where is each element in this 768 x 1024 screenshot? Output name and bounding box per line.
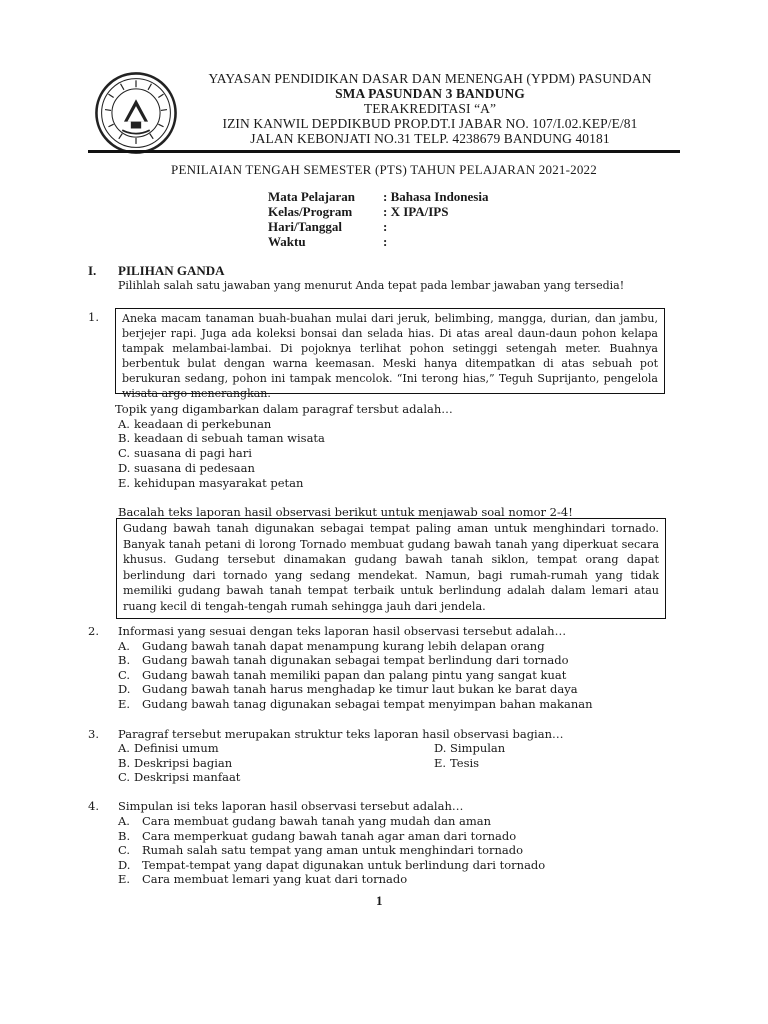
meta-time: Waktu : [268, 234, 388, 249]
passage-box [115, 308, 665, 400]
accreditation: TERAKREDITASI “A” [363, 101, 497, 116]
option: A. Definisi umum [118, 741, 219, 755]
option: B. Deskripsi bagian [118, 756, 233, 770]
permit-number: IZIN KANWIL DEPDIKBUD PROP.DT.I JABAR NO. 107/I.02.KEP/E/81 [222, 116, 638, 131]
school-seal-icon [93, 70, 179, 156]
option: E. Gudang bawah tanag digunakan sebagai tempat menyimpan bahan makanan [118, 697, 593, 711]
passage-text: Gudang bawah tanah digunakan sebagai tempat paling aman untuk menghindari tornado. Banyak tanah petani di lorong Tornado membuat gudang bawah tanah yang diperkuat secara khusus. Gudang tersebut dinamakan gudang bawah tanah siklon, tempat orang dapat berlindung dari tornado yang sedang mendekat. Namun, bagi rumah-rumah yang tidak memiliki gudang bawah tanah tempat terbaik untuk berlindung adalah dalam lemari atau ruang kecil di tengah-tengah rumah sehingga jauh dari jendela. [123, 522, 659, 613]
question-text: Topik yang digambarkan dalam paragraf tersbut adalah… [115, 402, 453, 416]
meta-subject: Mata Pelajaran : Bahasa Indonesia [268, 189, 489, 204]
option: B. Gudang bawah tanah digunakan sebagai tempat berlindung dari tornado [118, 653, 569, 667]
option: A. Cara membuat gudang bawah tanah yang mudah dan aman [118, 814, 492, 828]
question-text: Paragraf tersebut merupakan struktur teks laporan hasil observasi bagian… [118, 727, 564, 741]
question-number: 4. [88, 799, 99, 813]
header-divider [88, 150, 680, 153]
option: C. Deskripsi manfaat [118, 770, 241, 784]
option: D. Simpulan [434, 741, 506, 755]
page-number: 1 [376, 893, 383, 908]
question-number: 3. [88, 727, 99, 741]
section-title: PILIHAN GANDA [118, 263, 225, 278]
option: B. keadaan di sebuah taman wisata [118, 431, 325, 445]
option: C. Rumah salah satu tempat yang aman untuk menghindari tornado [118, 843, 524, 857]
section-instruction: Pilihlah salah satu jawaban yang menurut Anda tepat pada lembar jawaban yang tersedia! [118, 279, 625, 292]
option: B. Cara memperkuat gudang bawah tanah agar aman dari tornado [118, 829, 517, 843]
option: E. Cara membuat lemari yang kuat dari tornado [118, 872, 408, 886]
option: A. keadaan di perkebunan [118, 417, 272, 431]
passage-text: Aneka macam tanaman buah-buahan mulai dari jeruk, belimbing, mangga, durian, dan jambu, berjejer rapi. Juga ada koleksi bonsai dan selada hias. Di atas areal daun-daun pohon kelapa tampak melambai-lambai. Di pojoknya terlihat pohon setinggi setengah meter. Buahnya berbentuk bulat dengan warna keemasan. Meski hanya ditempatkan di atas sebuah pot berukuran sedang, pohon ini tampak mencolok. “Ini terong hias,” Teguh Suprijanto, pengelola wisata argo menerangkan. [122, 312, 658, 400]
foundation-name: YAYASAN PENDIDIKAN DASAR DAN MENENGAH (YPDM) PASUNDAN [208, 71, 652, 86]
meta-class: Kelas/Program : X IPA/IPS [268, 204, 449, 219]
section-number: I. [88, 263, 97, 278]
option: C. Gudang bawah tanah memiliki papan dan palang pintu yang sangat kuat [118, 668, 567, 682]
school-name: SMA PASUNDAN 3 BANDUNG [335, 86, 525, 101]
meta-date: Hari/Tanggal : [268, 219, 388, 234]
option: E. kehidupan masyarakat petan [118, 476, 304, 490]
question-text: Simpulan isi teks laporan hasil observasi tersebut adalah… [118, 799, 464, 813]
question-number: 1. [88, 310, 99, 324]
question-number: 2. [88, 624, 99, 638]
option: A. Gudang bawah tanah dapat menampung kurang lebih delapan orang [118, 639, 545, 653]
option: E. Tesis [434, 756, 480, 770]
school-address: JALAN KEBONJATI NO.31 TELP. 4238679 BANDUNG 40181 [250, 131, 610, 146]
passage-box [116, 518, 666, 619]
exam-title: PENILAIAN TENGAH SEMESTER (PTS) TAHUN PELAJARAN 2021-2022 [171, 162, 597, 177]
option: D. Tempat-tempat yang dapat digunakan untuk berlindung dari tornado [118, 858, 546, 872]
option: D. Gudang bawah tanah harus menghadap ke timur laut bukan ke barat daya [118, 682, 578, 696]
reading-instruction: Bacalah teks laporan hasil observasi berikut untuk menjawab soal nomor 2-4! [118, 505, 573, 519]
option: D. suasana di pedesaan [118, 461, 255, 475]
question-text: Informasi yang sesuai dengan teks laporan hasil observasi tersebut adalah… [118, 624, 567, 638]
option: C. suasana di pagi hari [118, 446, 252, 460]
